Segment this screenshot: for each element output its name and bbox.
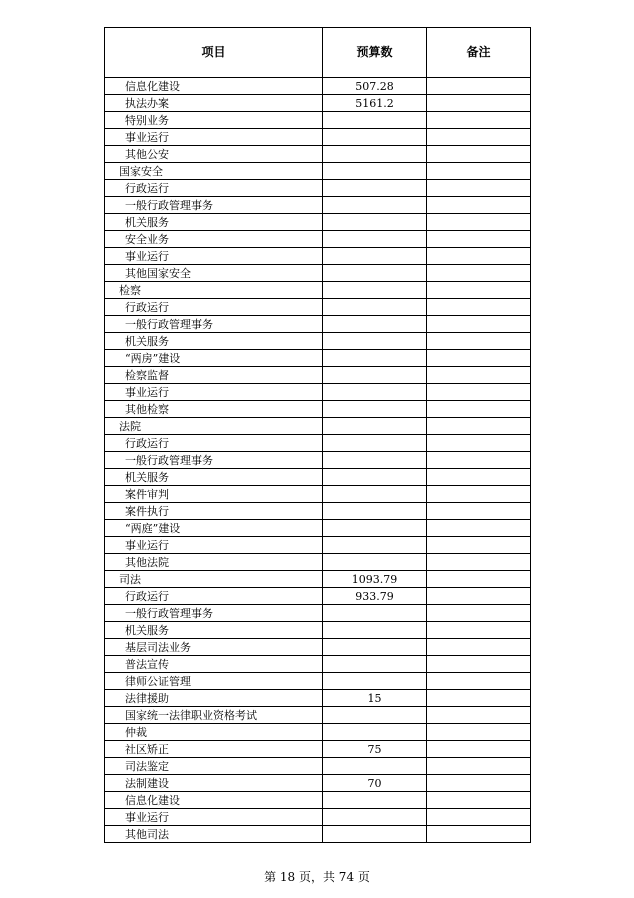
row-note [427, 282, 531, 299]
row-budget-value [323, 146, 427, 163]
row-item-name: 社区矫正 [105, 741, 323, 758]
row-budget-value [323, 248, 427, 265]
header-note: 备注 [427, 28, 531, 78]
row-note [427, 520, 531, 537]
row-budget-value [323, 758, 427, 775]
table-row [105, 554, 531, 571]
table-body [105, 78, 531, 843]
row-item-name: 其他国家安全 [105, 265, 323, 282]
table-row [105, 826, 531, 843]
table-row [105, 588, 531, 605]
row-note [427, 180, 531, 197]
page-footer: 第 18 页，共 74 页 [264, 870, 370, 884]
row-note [427, 775, 531, 792]
row-note [427, 571, 531, 588]
row-note [427, 333, 531, 350]
row-note [427, 707, 531, 724]
row-item-name: 法院 [105, 418, 323, 435]
row-budget-value [323, 418, 427, 435]
row-item-name: 机关服务 [105, 622, 323, 639]
row-note [427, 792, 531, 809]
row-item-name: 事业运行 [105, 537, 323, 554]
row-note [427, 622, 531, 639]
table-row [105, 384, 531, 401]
row-note [427, 605, 531, 622]
row-note [427, 435, 531, 452]
table-row [105, 758, 531, 775]
row-budget-value: 75 [323, 741, 427, 758]
row-item-name: “两房”建设 [105, 350, 323, 367]
table-row [105, 282, 531, 299]
table-row [105, 639, 531, 656]
row-note [427, 673, 531, 690]
row-note [427, 78, 531, 95]
row-note [427, 265, 531, 282]
row-item-name: 一般行政管理事务 [105, 197, 323, 214]
row-budget-value [323, 163, 427, 180]
row-note [427, 656, 531, 673]
row-budget-value [323, 486, 427, 503]
row-budget-value [323, 299, 427, 316]
row-item-name: 行政运行 [105, 299, 323, 316]
table-row [105, 163, 531, 180]
row-item-name: 行政运行 [105, 435, 323, 452]
row-item-name: 司法鉴定 [105, 758, 323, 775]
table-row [105, 214, 531, 231]
table-row [105, 231, 531, 248]
row-item-name: 一般行政管理事务 [105, 452, 323, 469]
row-budget-value: 70 [323, 775, 427, 792]
table-row [105, 78, 531, 95]
row-item-name: 信息化建设 [105, 78, 323, 95]
header-budget: 预算数 [323, 28, 427, 78]
row-item-name: 律师公证管理 [105, 673, 323, 690]
table-row [105, 197, 531, 214]
row-item-name: 案件执行 [105, 503, 323, 520]
row-item-name: 一般行政管理事务 [105, 605, 323, 622]
row-item-name: 仲裁 [105, 724, 323, 741]
row-note [427, 554, 531, 571]
row-note [427, 231, 531, 248]
row-budget-value [323, 469, 427, 486]
row-budget-value: 507.28 [323, 78, 427, 95]
row-budget-value [323, 792, 427, 809]
row-item-name: 普法宣传 [105, 656, 323, 673]
row-item-name: 检察 [105, 282, 323, 299]
row-budget-value [323, 214, 427, 231]
table-row [105, 486, 531, 503]
row-note [427, 639, 531, 656]
budget-table-container [104, 27, 530, 843]
table-row [105, 707, 531, 724]
row-item-name: 检察监督 [105, 367, 323, 384]
table-row [105, 571, 531, 588]
row-note [427, 418, 531, 435]
table-row [105, 367, 531, 384]
table-row [105, 129, 531, 146]
row-item-name: 法制建设 [105, 775, 323, 792]
row-note [427, 95, 531, 112]
row-item-name: 信息化建设 [105, 792, 323, 809]
row-item-name: 法律援助 [105, 690, 323, 707]
row-item-name: 其他检察 [105, 401, 323, 418]
row-budget-value [323, 435, 427, 452]
table-row [105, 95, 531, 112]
row-budget-value [323, 809, 427, 826]
table-row [105, 350, 531, 367]
table-row [105, 741, 531, 758]
row-budget-value [323, 639, 427, 656]
row-item-name: 特别业务 [105, 112, 323, 129]
table-row [105, 656, 531, 673]
table-row [105, 401, 531, 418]
table-row [105, 503, 531, 520]
row-note [427, 163, 531, 180]
table-row [105, 724, 531, 741]
table-row [105, 605, 531, 622]
table-row [105, 469, 531, 486]
row-note [427, 741, 531, 758]
row-note [427, 486, 531, 503]
row-budget-value [323, 554, 427, 571]
row-item-name: 事业运行 [105, 129, 323, 146]
row-item-name: 机关服务 [105, 214, 323, 231]
row-budget-value [323, 350, 427, 367]
table-row [105, 622, 531, 639]
row-item-name: 执法办案 [105, 95, 323, 112]
row-budget-value [323, 724, 427, 741]
row-budget-value [323, 605, 427, 622]
row-budget-value [323, 265, 427, 282]
row-note [427, 588, 531, 605]
table-row [105, 690, 531, 707]
row-budget-value [323, 826, 427, 843]
row-item-name: 机关服务 [105, 469, 323, 486]
row-budget-value [323, 452, 427, 469]
row-item-name: 其他法院 [105, 554, 323, 571]
row-note [427, 316, 531, 333]
table-row [105, 333, 531, 350]
row-note [427, 214, 531, 231]
row-item-name: 机关服务 [105, 333, 323, 350]
row-note [427, 112, 531, 129]
row-item-name: 案件审判 [105, 486, 323, 503]
table-row [105, 452, 531, 469]
row-budget-value [323, 367, 427, 384]
table-row [105, 265, 531, 282]
row-budget-value: 5161.2 [323, 95, 427, 112]
row-budget-value [323, 707, 427, 724]
row-note [427, 248, 531, 265]
row-item-name: 行政运行 [105, 180, 323, 197]
table-row [105, 316, 531, 333]
row-note [427, 367, 531, 384]
row-item-name: 国家统一法律职业资格考试 [105, 707, 323, 724]
row-note [427, 758, 531, 775]
table-row [105, 180, 531, 197]
row-budget-value [323, 180, 427, 197]
row-item-name: 司法 [105, 571, 323, 588]
row-note [427, 537, 531, 554]
row-budget-value [323, 656, 427, 673]
row-budget-value [323, 316, 427, 333]
table-row [105, 248, 531, 265]
row-budget-value [323, 129, 427, 146]
row-item-name: 国家安全 [105, 163, 323, 180]
row-item-name: 一般行政管理事务 [105, 316, 323, 333]
table-row [105, 520, 531, 537]
row-note [427, 384, 531, 401]
row-note [427, 299, 531, 316]
row-budget-value: 933.79 [323, 588, 427, 605]
row-note [427, 690, 531, 707]
row-item-name: 行政运行 [105, 588, 323, 605]
row-item-name: “两庭”建设 [105, 520, 323, 537]
row-note [427, 826, 531, 843]
row-budget-value [323, 520, 427, 537]
table-row [105, 112, 531, 129]
table-row [105, 792, 531, 809]
budget-table [104, 27, 531, 843]
row-budget-value [323, 384, 427, 401]
row-budget-value [323, 333, 427, 350]
row-item-name: 事业运行 [105, 384, 323, 401]
table-row [105, 809, 531, 826]
table-row [105, 775, 531, 792]
row-budget-value: 1093.79 [323, 571, 427, 588]
row-note [427, 129, 531, 146]
row-item-name: 事业运行 [105, 248, 323, 265]
row-budget-value [323, 673, 427, 690]
row-note [427, 469, 531, 486]
row-budget-value [323, 503, 427, 520]
row-budget-value [323, 112, 427, 129]
row-note [427, 452, 531, 469]
row-note [427, 146, 531, 163]
table-row [105, 146, 531, 163]
row-note [427, 724, 531, 741]
row-item-name: 事业运行 [105, 809, 323, 826]
table-row [105, 537, 531, 554]
row-item-name: 基层司法业务 [105, 639, 323, 656]
table-header-row [105, 28, 531, 78]
header-item: 项目 [105, 28, 323, 78]
table-row [105, 299, 531, 316]
row-item-name: 安全业务 [105, 231, 323, 248]
row-budget-value: 15 [323, 690, 427, 707]
row-budget-value [323, 282, 427, 299]
row-budget-value [323, 401, 427, 418]
row-note [427, 809, 531, 826]
row-budget-value [323, 197, 427, 214]
row-budget-value [323, 622, 427, 639]
table-row [105, 435, 531, 452]
row-note [427, 503, 531, 520]
table-row [105, 673, 531, 690]
row-note [427, 401, 531, 418]
row-note [427, 350, 531, 367]
row-budget-value [323, 537, 427, 554]
row-item-name: 其他司法 [105, 826, 323, 843]
row-budget-value [323, 231, 427, 248]
row-item-name: 其他公安 [105, 146, 323, 163]
table-row [105, 418, 531, 435]
row-note [427, 197, 531, 214]
